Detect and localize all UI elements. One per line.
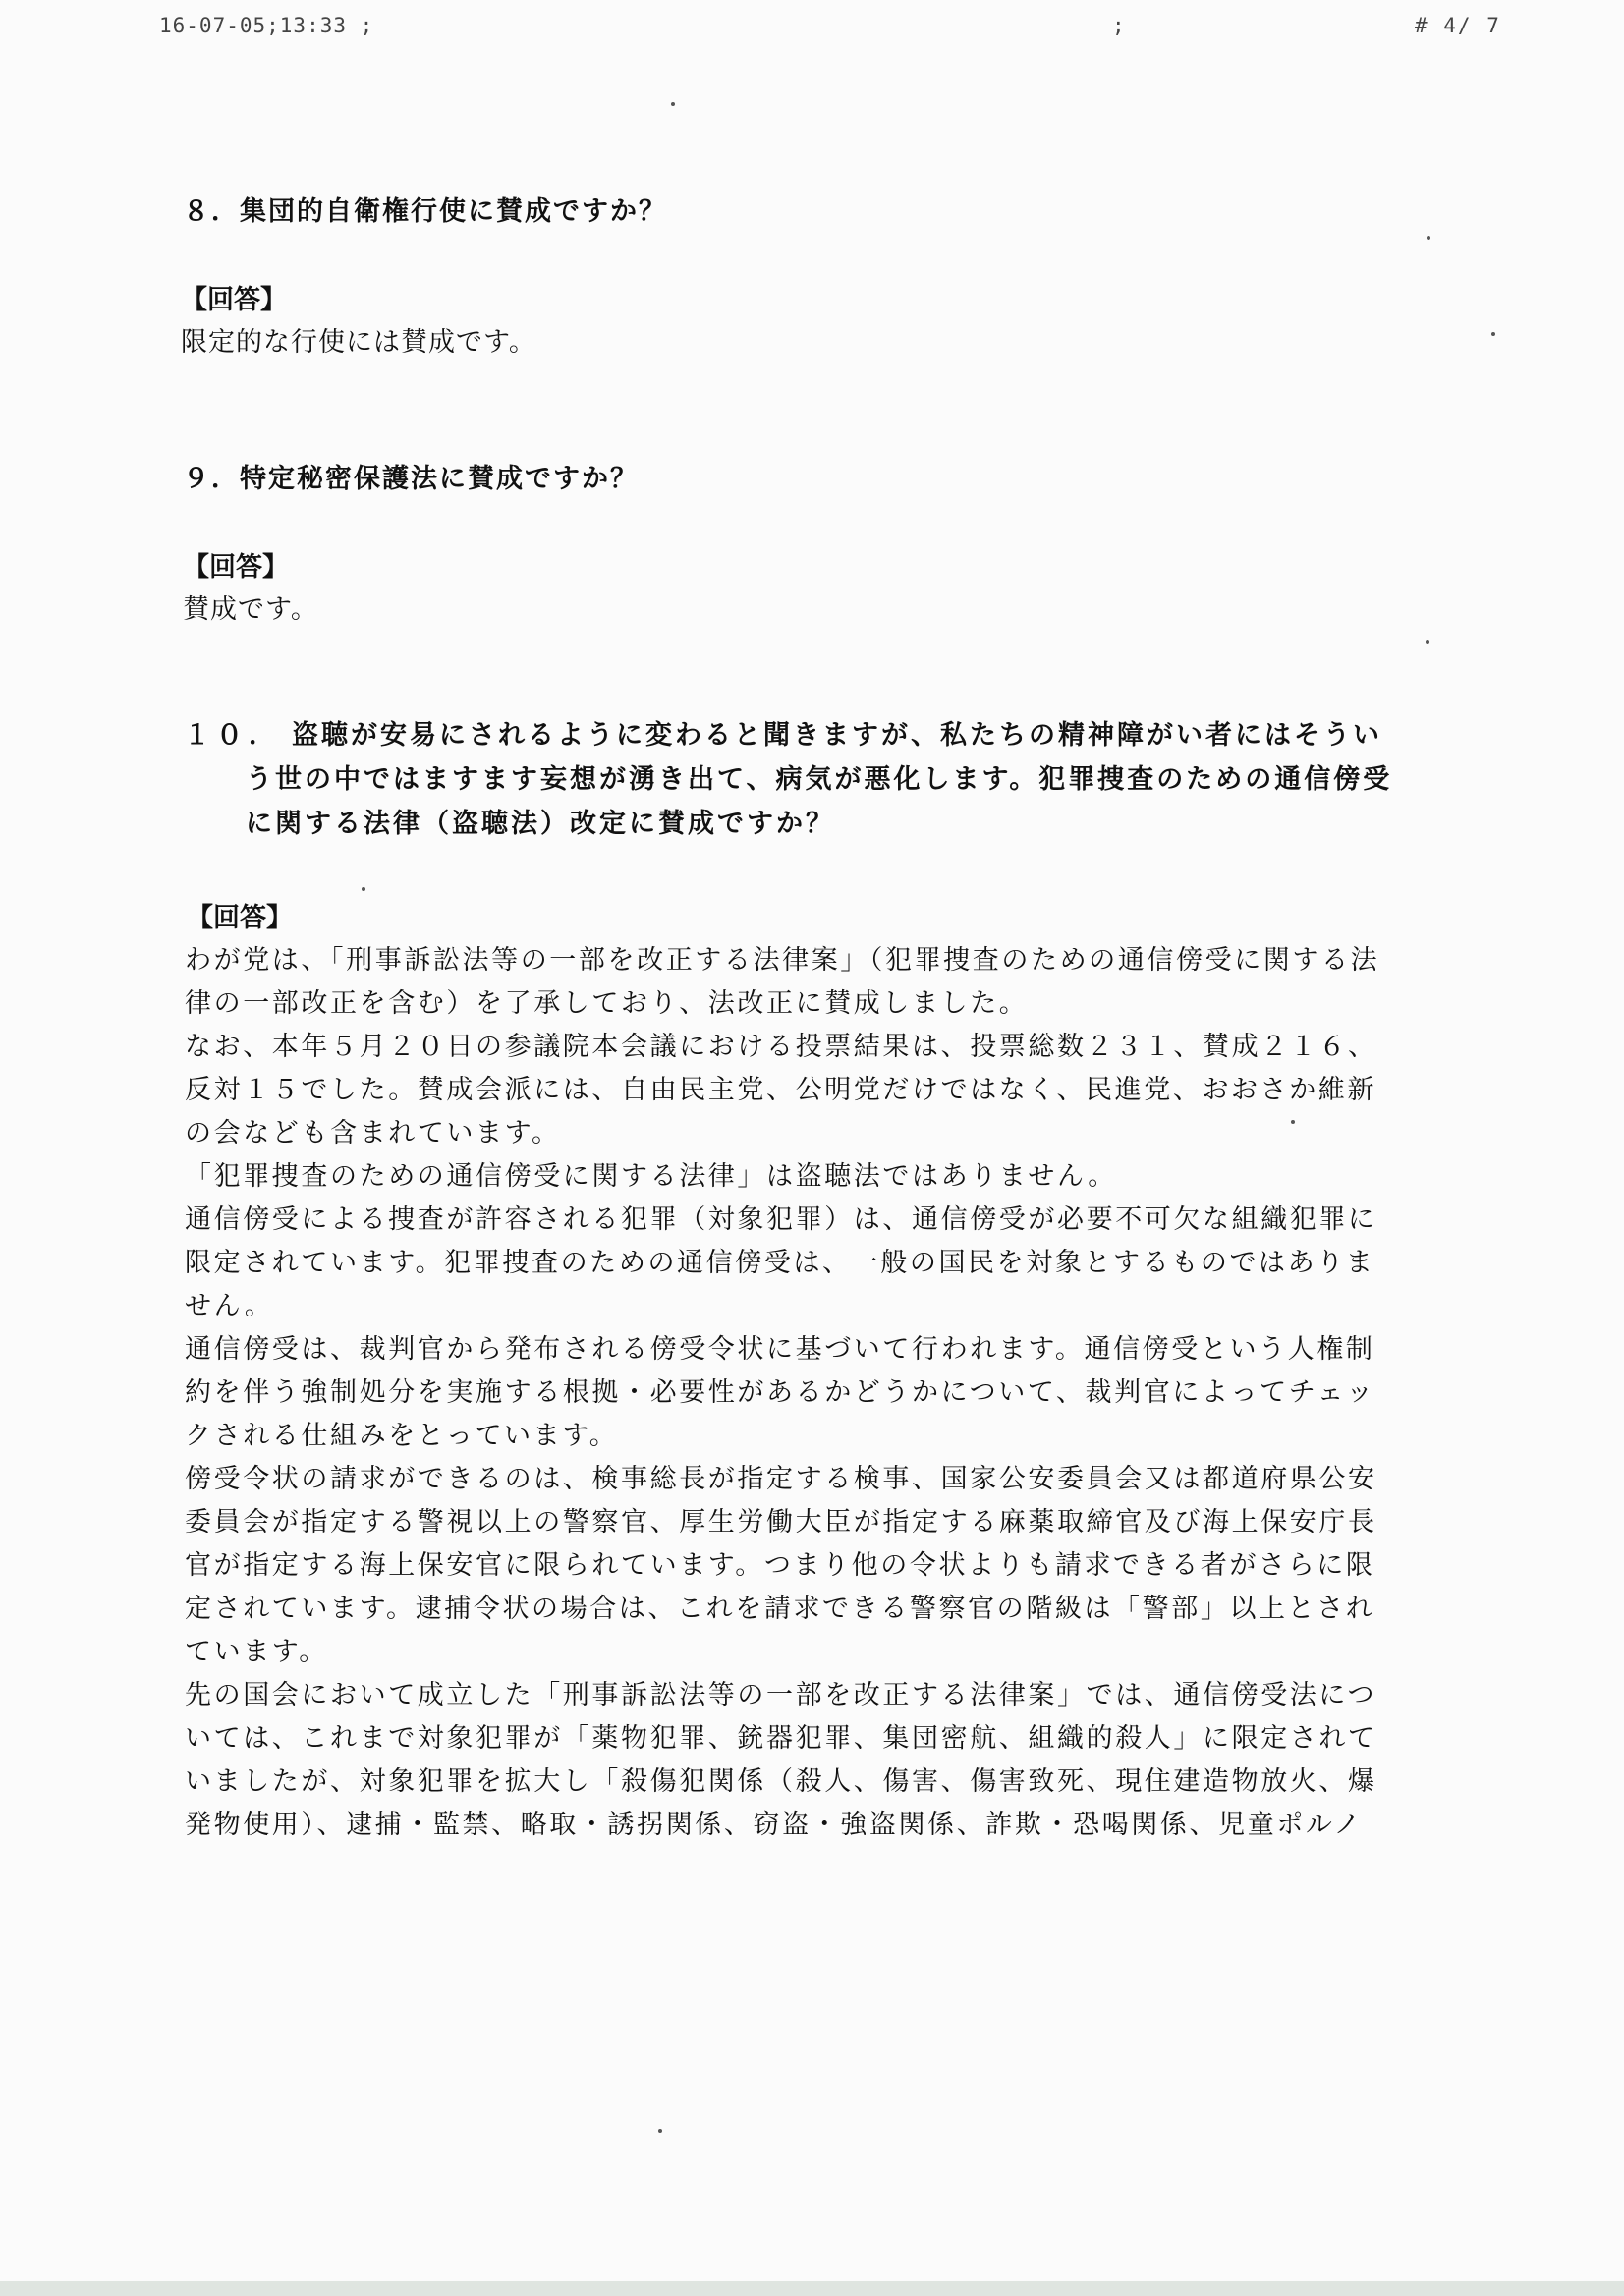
answer-10-line: 発物使用）、逮捕・監禁、略取・誘拐関係、窃盗・強盗関係、詐欺・恐喝関係、児童ポルノ: [185, 1810, 1364, 1840]
answer-label-8: 【回答】: [181, 285, 287, 315]
fax-timestamp: 16-07-05;13:33 ;: [159, 14, 374, 37]
question-9: ９．特定秘密保護法に賛成ですか？: [183, 464, 639, 494]
answer-10-line: 約を伴う強制処分を実施する根拠・必要性があるかどうかについて、裁判官によってチェッ: [185, 1377, 1375, 1408]
answer-10-line: なお、本年５月２０日の参議院本会議における投票結果は、投票総数２３１、賛成２１６、: [185, 1032, 1377, 1062]
question-8: ８．集団的自衛権行使に賛成ですか？: [183, 196, 667, 227]
scan-speck: [1291, 1120, 1295, 1124]
answer-10-line: 委員会が指定する警視以上の警察官、厚生労働大臣が指定する麻薬取締官及び海上保安庁長: [185, 1507, 1377, 1538]
scan-speck: [362, 887, 365, 891]
answer-10-line: せん。: [185, 1291, 274, 1321]
answer-10-line: 反対１５でした。賛成会派には、自由民主党、公明党だけではなく、民進党、おおさか維新: [185, 1075, 1377, 1105]
answer-10-line: 通信傍受による捜査が許容される犯罪（対象犯罪）は、通信傍受が必要不可欠な組織犯罪に: [185, 1204, 1377, 1235]
scan-speck: [1427, 236, 1430, 240]
answer-10-line: 定されています。逮捕令状の場合は、これを請求できる警察官の階級は「警部」以上とされ: [185, 1594, 1375, 1624]
answer-10-line: 律の一部改正を含む）を了承しており、法改正に賛成しました。: [185, 988, 1029, 1019]
answer-10-line: わが党は、「刑事訴訟法等の一部を改正する法律案」（犯罪捜査のための通信傍受に関する法: [185, 945, 1380, 976]
answer-8: 限定的な行使には賛成です。: [181, 327, 536, 358]
answer-10-line: いては、これまで対象犯罪が「薬物犯罪、銃器犯罪、集団密航、組織的殺人」に限定されて: [185, 1723, 1377, 1754]
question-10-line: 盗聴が安易にされるように変わると聞きますが、私たちの精神障がい者にはそうい: [292, 720, 1382, 751]
scan-speck: [1491, 332, 1495, 336]
answer-10-line: 官が指定する海上保安官に限られています。つまり他の令状よりも請求できる者がさらに限: [185, 1550, 1375, 1581]
scan-bottom-edge: [0, 2281, 1624, 2296]
question-10-number: １０．: [184, 720, 281, 751]
question-10-line: う世の中ではますます妄想が湧き出て、病気が悪化します。犯罪捜査のための通信傍受: [246, 764, 1393, 795]
answer-label-9: 【回答】: [183, 552, 289, 583]
scan-speck: [1426, 640, 1429, 644]
answer-10-line: 限定されています。犯罪捜査のための通信傍受は、一般の国民を対象とするものではありま: [185, 1248, 1375, 1278]
answer-10-line: 傍受令状の請求ができるのは、検事総長が指定する検事、国家公安委員会又は都道府県公安: [185, 1464, 1377, 1494]
answer-label-10: 【回答】: [187, 903, 293, 933]
scan-speck: [671, 102, 675, 106]
answer-10-line: 「犯罪捜査のための通信傍受に関する法律」は盗聴法ではありません。: [185, 1161, 1117, 1192]
answer-10-line: 通信傍受は、裁判官から発布される傍受令状に基づいて行われます。通信傍受という人権制: [185, 1334, 1375, 1365]
fax-header: [0, 0, 1624, 59]
answer-10-line: の会なども含まれています。: [185, 1118, 561, 1148]
question-10-line: に関する法律（盗聴法）改定に賛成ですか？: [246, 809, 835, 839]
fax-separator: ;: [1112, 14, 1125, 37]
answer-10-line: いましたが、対象犯罪を拡大し「殺傷犯関係（殺人、傷害、傷害致死、現住建造物放火、爆: [185, 1766, 1377, 1797]
answer-10-line: クされる仕組みをとっています。: [185, 1421, 619, 1451]
fax-page-number: # 4/ 7: [1415, 14, 1501, 37]
answer-10-line: 先の国会において成立した「刑事訴訟法等の一部を改正する法律案」では、通信傍受法につ: [185, 1680, 1377, 1710]
answer-9: 賛成です。: [183, 594, 318, 625]
scan-speck: [658, 2129, 662, 2133]
answer-10-line: ています。: [185, 1637, 328, 1667]
